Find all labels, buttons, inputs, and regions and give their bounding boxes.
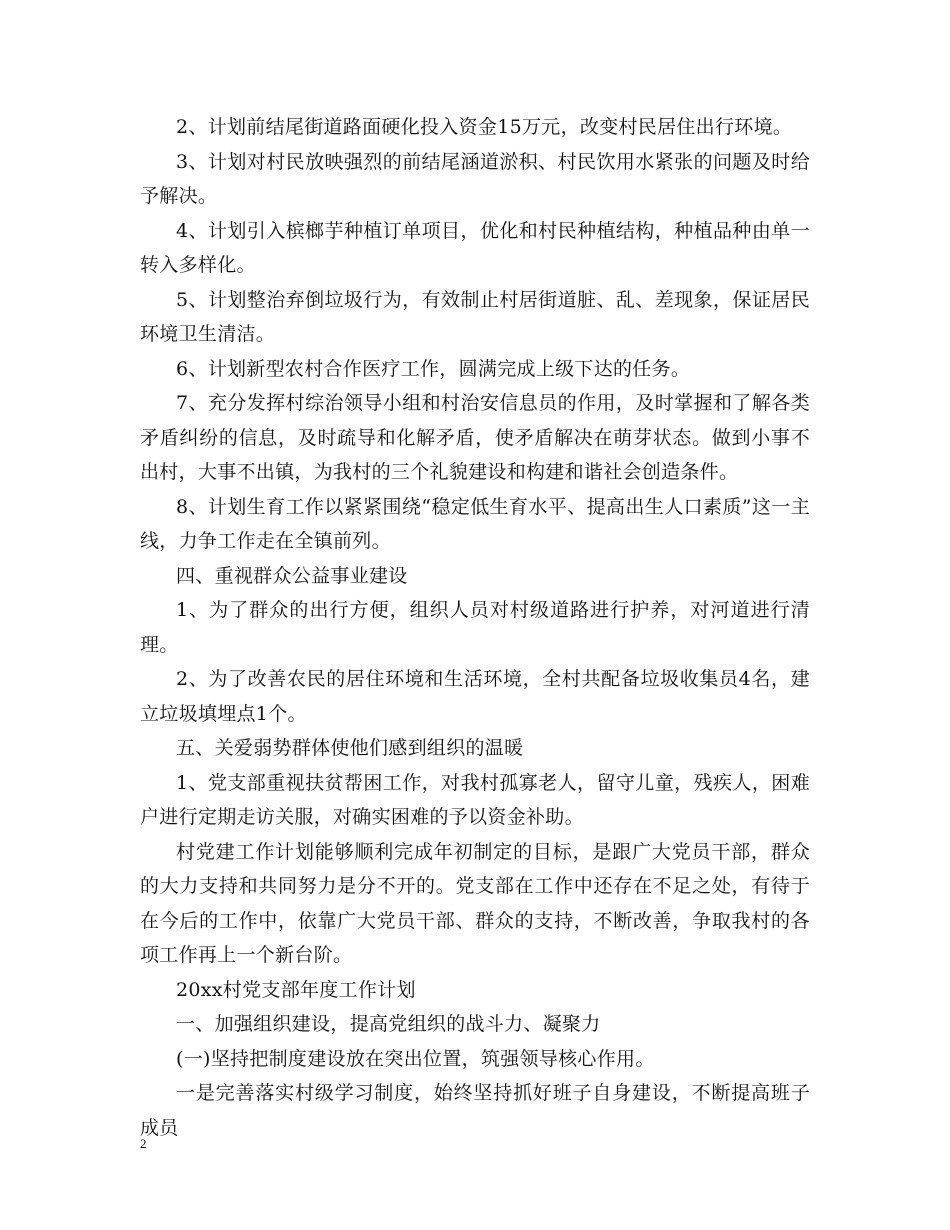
paragraph: 6、计划新型农村合作医疗工作，圆满完成上级下达的任务。 [176,357,691,380]
paragraph: 4、计划引入槟榔芋种植订单项目，优化和村民种植结构，种植品种由单一转入多样化。 [140,219,810,276]
paragraph: 村党建工作计划能够顺利完成年初制定的目标，是跟广大党员干部，群众的大力支持和共同努力是分不开的。党支部在工作中还存在不足之处，有待于在今后的工作中，依靠广大党员干部、群众的支持，不断改善，争取我村的各项工作再上一个新台阶。 [140,840,810,966]
paragraph: 2、计划前结尾街道路面硬化投入资金15万元，改变村民居住出行环境。 [176,116,793,138]
paragraph: 7、充分发挥村综治领导小组和村治安信息员的作用，及时掌握和了解各类矛盾纠纷的信息，及时疏导和化解矛盾，使矛盾解决在萌芽状态。做到小事不出村，大事不出镇，为我村的三个礼貌建设和构建和谐社会创造条件。 [140,392,810,483]
paragraph: 1、为了群众的出行方便，组织人员对村级道路进行护养，对河道进行清理。 [140,599,810,656]
paragraph: 3、计划对村民放映强烈的前结尾涵道淤积、村民饮用水紧张的问题及时给予解决。 [140,150,810,207]
paragraph: 一是完善落实村级学习制度，始终坚持抓好班子自身建设，不断提高班子成员 [140,1082,810,1139]
paragraph: 2、为了改善农民的居住环境和生活环境，全村共配备垃圾收集员4名，建立垃圾填埋点1个。 [140,668,810,725]
page-number: 2 [140,1136,147,1151]
paragraph: 5、计划整治弃倒垃圾行为，有效制止村居街道脏、乱、差现象，保证居民环境卫生清洁。 [140,288,810,345]
section-heading: 四、重视群众公益事业建设 [176,564,408,587]
document-body [140,110,810,1145]
subsection-heading: (一)坚持把制度建设放在突出位置，筑强领导核心作用。 [176,1047,655,1070]
section-heading: 一、加强组织建设，提高党组织的战斗力、凝聚力 [176,1013,601,1035]
paragraph: 8、计划生育工作以紧紧围绕“稳定低生育水平、提高出生人口素质”这一主线，力争工作走在全镇前列。 [140,495,810,552]
paragraph: 1、党支部重视扶贫帮困工作，对我村孤寡老人，留守儿童，残疾人，困难户进行定期走访关服，对确实困难的予以资金补助。 [140,771,810,828]
document-subtitle: 20xx村党支部年度工作计划 [176,978,416,1001]
section-heading: 五、关爱弱势群体使他们感到组织的温暖 [176,737,524,759]
